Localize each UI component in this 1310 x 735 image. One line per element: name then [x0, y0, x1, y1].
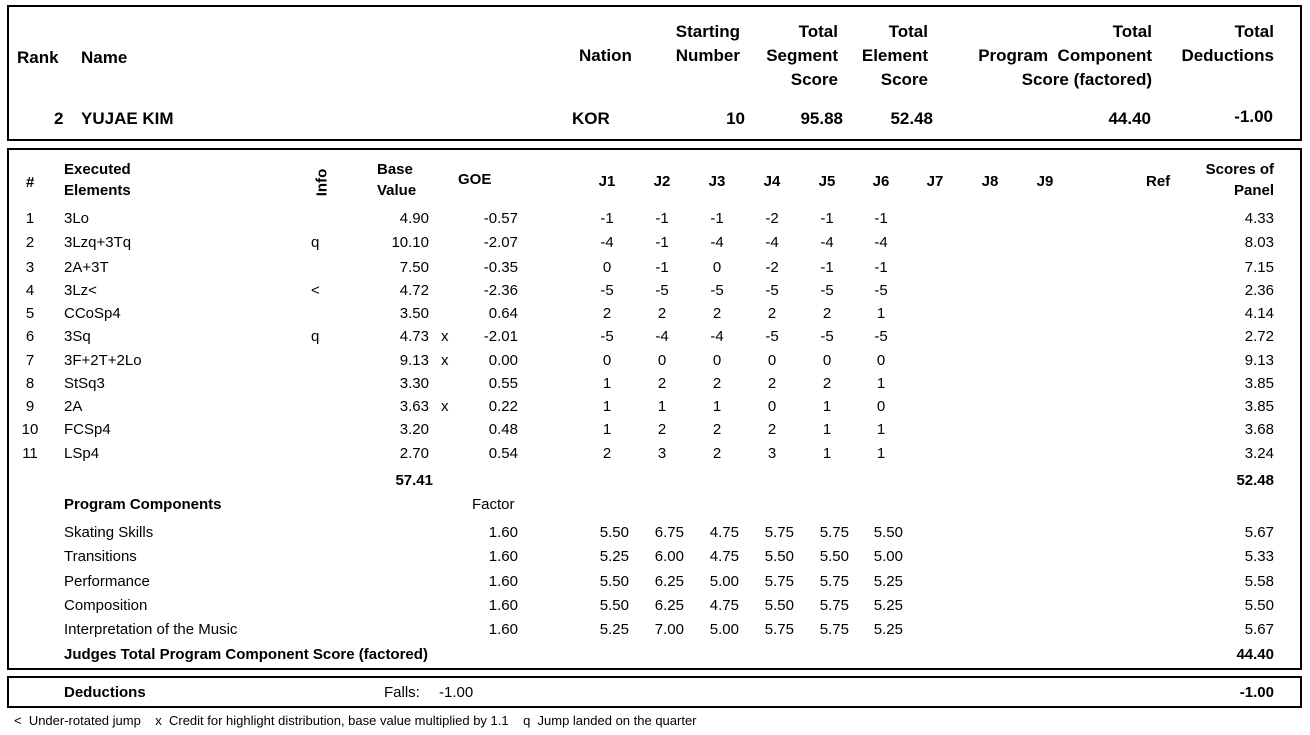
element-judge-2-score: -1 [655, 234, 669, 251]
element-judge-1-score: 1 [602, 421, 612, 438]
element-number: 5 [25, 305, 35, 322]
element-judge-6-score: 1 [876, 305, 886, 322]
element-base-value: 3.63 [399, 398, 429, 415]
element-goe: 0.22 [488, 398, 518, 415]
component-judge-6-score: 5.25 [873, 573, 903, 590]
table-row [0, 279, 1310, 302]
component-judge-5-score: 5.75 [819, 524, 849, 541]
component-row [0, 545, 1310, 568]
element-name: 3Lz< [64, 282, 97, 299]
element-name: StSq3 [64, 375, 105, 392]
element-judge-5-score: 1 [822, 445, 832, 462]
table-row [0, 302, 1310, 325]
element-judge-5-score: -1 [820, 210, 834, 227]
element-judge-5-score: 0 [822, 352, 832, 369]
element-judge-3-score: 1 [712, 398, 722, 415]
component-judge-5-score: 5.75 [819, 621, 849, 638]
component-row [0, 618, 1310, 641]
element-judge-2-score: -4 [655, 328, 669, 345]
element-judge-3-score: -5 [710, 282, 724, 299]
element-judge-4-score: 0 [767, 352, 777, 369]
element-judge-6-score: -5 [874, 328, 888, 345]
col-num-header: # [26, 174, 35, 191]
header-nation-label: Nation [579, 46, 632, 65]
element-judge-5-score: 1 [822, 398, 832, 415]
element-name: 2A [64, 398, 83, 415]
judge-header-5: J5 [818, 173, 836, 190]
component-judge-6-score: 5.25 [873, 597, 903, 614]
element-judge-1-score: 2 [602, 445, 612, 462]
component-judge-1-score: 5.25 [599, 621, 629, 638]
element-judge-4-score: -5 [765, 328, 779, 345]
judge-header-4: J4 [763, 173, 781, 190]
element-base-value: 4.90 [399, 210, 429, 227]
element-score: 3.24 [1244, 445, 1274, 462]
element-number: 6 [25, 328, 35, 345]
component-name: Performance [64, 573, 150, 590]
element-judge-3-score: 2 [712, 445, 722, 462]
component-judge-3-score: 5.00 [709, 573, 739, 590]
component-score: 5.67 [1244, 524, 1274, 541]
pcs-total-label: Judges Total Program Component Score (factored) [64, 646, 428, 663]
element-score: 2.72 [1244, 328, 1274, 345]
element-number: 3 [25, 259, 35, 276]
element-number: 2 [25, 234, 35, 251]
falls-value: -1.00 [439, 684, 474, 701]
element-score: 4.33 [1244, 210, 1274, 227]
component-judge-3-score: 4.75 [709, 524, 739, 541]
element-info: q [311, 328, 320, 345]
element-judge-5-score: 2 [822, 305, 832, 322]
header-total-deductions-label: Total Deductions [1181, 22, 1274, 65]
element-judge-1-score: 1 [602, 398, 612, 415]
component-judge-6-score: 5.25 [873, 621, 903, 638]
element-name: 2A+3T [64, 259, 109, 276]
deductions-total: -1.00 [1239, 684, 1274, 701]
component-judge-1-score: 5.50 [599, 524, 629, 541]
element-judge-1-score: -5 [600, 328, 614, 345]
skater-name: YUJAE KIM [81, 109, 174, 128]
element-judge-1-score: 2 [602, 305, 612, 322]
element-judge-3-score: 2 [712, 375, 722, 392]
component-score: 5.67 [1244, 621, 1274, 638]
element-judge-3-score: 2 [712, 305, 722, 322]
component-row [0, 570, 1310, 593]
element-score: 9.13 [1244, 352, 1274, 369]
component-judge-4-score: 5.50 [764, 548, 794, 565]
element-judge-6-score: -4 [874, 234, 888, 251]
element-judge-4-score: 2 [767, 305, 777, 322]
component-row [0, 521, 1310, 544]
element-score: 7.15 [1244, 259, 1274, 276]
program-components-title: Program Components [64, 496, 222, 513]
element-judge-4-score: 2 [767, 375, 777, 392]
component-judge-4-score: 5.75 [764, 621, 794, 638]
component-judge-1-score: 5.50 [599, 597, 629, 614]
element-judge-4-score: -2 [765, 259, 779, 276]
component-judge-2-score: 6.75 [654, 524, 684, 541]
deductions-label: Deductions [64, 684, 146, 701]
element-judge-5-score: 1 [822, 421, 832, 438]
element-number: 1 [25, 210, 35, 227]
element-x-mark: x [441, 328, 449, 345]
component-judge-2-score: 6.25 [654, 573, 684, 590]
header-total-segment-score-label: Total Segment Score [766, 22, 838, 89]
component-judge-2-score: 7.00 [654, 621, 684, 638]
element-judge-2-score: -5 [655, 282, 669, 299]
element-judge-5-score: -1 [820, 259, 834, 276]
pcs-total-value: 44.40 [1236, 646, 1274, 663]
table-row [0, 418, 1310, 441]
factor-label: Factor [472, 496, 515, 513]
element-judge-3-score: 0 [712, 352, 722, 369]
element-x-mark: x [441, 352, 449, 369]
element-name: FCSp4 [64, 421, 111, 438]
base-value-total: 57.41 [395, 472, 433, 489]
element-base-value: 10.10 [391, 234, 429, 251]
judge-header-9: J9 [1036, 173, 1054, 190]
element-score: 3.85 [1244, 375, 1274, 392]
element-name: 3Lzq+3Tq [64, 234, 132, 251]
element-goe: 0.64 [488, 305, 518, 322]
skater-starting-number: 10 [726, 109, 745, 128]
skater-total-element-score: 52.48 [890, 109, 933, 128]
element-base-value: 7.50 [399, 259, 429, 276]
table-row [0, 442, 1310, 465]
element-goe: -0.35 [483, 259, 518, 276]
element-judge-5-score: -4 [820, 234, 834, 251]
element-name: LSp4 [64, 445, 100, 462]
element-goe: -2.36 [483, 282, 518, 299]
component-judge-3-score: 4.75 [709, 597, 739, 614]
element-judge-1-score: 0 [602, 352, 612, 369]
header-starting-number-label: Starting Number [675, 22, 740, 65]
element-judge-6-score: 1 [876, 445, 886, 462]
component-judge-1-score: 5.50 [599, 573, 629, 590]
component-judge-5-score: 5.75 [819, 573, 849, 590]
element-judge-6-score: -5 [874, 282, 888, 299]
component-judge-2-score: 6.00 [654, 548, 684, 565]
component-factor: 1.60 [488, 573, 518, 590]
element-judge-1-score: 0 [602, 259, 612, 276]
element-score: 2.36 [1244, 282, 1274, 299]
element-judge-2-score: -1 [655, 259, 669, 276]
judge-header-2: J2 [653, 173, 671, 190]
header-rank-label: Rank [17, 48, 59, 67]
element-judge-4-score: 2 [767, 421, 777, 438]
component-judge-4-score: 5.75 [764, 524, 794, 541]
element-judge-4-score: -4 [765, 234, 779, 251]
element-number: 7 [25, 352, 35, 369]
col-scores-of-panel-header: Scores of Panel [1205, 161, 1274, 199]
element-base-value: 3.30 [399, 375, 429, 392]
element-judge-4-score: -2 [765, 210, 779, 227]
component-judge-3-score: 5.00 [709, 621, 739, 638]
element-judge-2-score: 0 [657, 352, 667, 369]
component-name: Composition [64, 597, 148, 614]
element-goe: -2.01 [483, 328, 518, 345]
element-judge-3-score: 0 [712, 259, 722, 276]
table-row [0, 372, 1310, 395]
element-judge-5-score: -5 [820, 282, 834, 299]
component-judge-4-score: 5.75 [764, 573, 794, 590]
element-judge-3-score: -4 [710, 328, 724, 345]
component-judge-6-score: 5.50 [873, 524, 903, 541]
header-name-label: Name [81, 48, 128, 67]
element-judge-6-score: -1 [874, 210, 888, 227]
component-judge-5-score: 5.75 [819, 597, 849, 614]
skater-total-deductions: -1.00 [1234, 107, 1273, 126]
element-number: 9 [25, 398, 35, 415]
table-row [0, 325, 1310, 348]
element-score: 3.68 [1244, 421, 1274, 438]
component-judge-6-score: 5.00 [873, 548, 903, 565]
component-factor: 1.60 [488, 524, 518, 541]
judge-header-8: J8 [981, 173, 999, 190]
element-name: 3Sq [64, 328, 91, 345]
element-base-value: 3.20 [399, 421, 429, 438]
deductions-box [7, 676, 1302, 708]
element-score: 4.14 [1244, 305, 1274, 322]
element-info: q [311, 234, 320, 251]
component-score: 5.50 [1244, 597, 1274, 614]
skater-rank: 2 [54, 109, 64, 128]
element-judge-3-score: 2 [712, 421, 722, 438]
header-total-element-score-label: Total Element Score [861, 22, 928, 89]
element-base-value: 9.13 [399, 352, 429, 369]
judge-header-1: J1 [598, 173, 616, 190]
element-judge-3-score: -1 [710, 210, 724, 227]
element-base-value: 4.72 [399, 282, 429, 299]
element-base-value: 4.73 [399, 328, 429, 345]
component-name: Interpretation of the Music [64, 621, 238, 638]
skater-total-segment-score: 95.88 [800, 109, 843, 128]
col-executed-elements-header: Executed Elements [64, 161, 131, 199]
element-judge-1-score: 1 [602, 375, 612, 392]
header-total-pcs-label: Total Program Component Score (factored) [978, 22, 1152, 89]
table-row [0, 395, 1310, 418]
element-judge-6-score: 1 [876, 375, 886, 392]
element-goe: -0.57 [483, 210, 518, 227]
col-goe-header: GOE [458, 171, 492, 188]
col-base-value-header: Base Value [377, 161, 417, 199]
element-judge-2-score: 3 [657, 445, 667, 462]
element-judge-4-score: 0 [767, 398, 777, 415]
judge-header-6: J6 [872, 173, 890, 190]
element-info: < [311, 282, 320, 299]
element-judge-6-score: -1 [874, 259, 888, 276]
element-judge-2-score: 2 [657, 375, 667, 392]
element-goe: 0.54 [488, 445, 518, 462]
component-name: Skating Skills [64, 524, 154, 541]
component-judge-4-score: 5.50 [764, 597, 794, 614]
table-row [0, 349, 1310, 372]
element-base-value: 3.50 [399, 305, 429, 322]
table-row [0, 207, 1310, 230]
table-row [0, 231, 1310, 254]
element-judge-5-score: -5 [820, 328, 834, 345]
element-score: 3.85 [1244, 398, 1274, 415]
element-judge-2-score: 2 [657, 305, 667, 322]
component-judge-3-score: 4.75 [709, 548, 739, 565]
component-factor: 1.60 [488, 597, 518, 614]
element-number: 10 [21, 421, 39, 438]
skater-nation: KOR [572, 109, 610, 128]
legend-note: < Under-rotated jump x Credit for highlight distribution, base value multiplied by 1.1 q Jump landed on the quarter [14, 713, 697, 728]
element-judge-6-score: 0 [876, 398, 886, 415]
falls-label: Falls: [384, 684, 420, 701]
element-judge-2-score: 2 [657, 421, 667, 438]
component-factor: 1.60 [488, 621, 518, 638]
component-judge-2-score: 6.25 [654, 597, 684, 614]
element-judge-4-score: 3 [767, 445, 777, 462]
element-name: 3Lo [64, 210, 90, 227]
element-judge-4-score: -5 [765, 282, 779, 299]
element-judge-1-score: -1 [600, 210, 614, 227]
component-judge-1-score: 5.25 [599, 548, 629, 565]
element-number: 4 [25, 282, 35, 299]
component-name: Transitions [64, 548, 137, 565]
element-goe: -2.07 [483, 234, 518, 251]
elements-score-total: 52.48 [1236, 472, 1274, 489]
element-judge-2-score: -1 [655, 210, 669, 227]
element-number: 8 [25, 375, 35, 392]
component-factor: 1.60 [488, 548, 518, 565]
element-score: 8.03 [1244, 234, 1274, 251]
skater-total-pcs: 44.40 [1108, 109, 1151, 128]
col-info-header: Info [313, 168, 331, 197]
component-row [0, 594, 1310, 617]
element-number: 11 [22, 445, 38, 462]
element-judge-5-score: 2 [822, 375, 832, 392]
element-judge-6-score: 1 [876, 421, 886, 438]
component-score: 5.58 [1244, 573, 1274, 590]
element-judge-2-score: 1 [657, 398, 667, 415]
element-judge-1-score: -5 [600, 282, 614, 299]
judge-header-7: J7 [926, 173, 944, 190]
table-row [0, 256, 1310, 279]
judge-header-3: J3 [708, 173, 726, 190]
element-goe: 0.55 [488, 375, 518, 392]
element-name: CCoSp4 [64, 305, 121, 322]
col-ref-header: Ref [1146, 173, 1171, 190]
element-name: 3F+2T+2Lo [64, 352, 142, 369]
element-base-value: 2.70 [399, 445, 429, 462]
component-judge-5-score: 5.50 [819, 548, 849, 565]
element-judge-1-score: -4 [600, 234, 614, 251]
element-goe: 0.00 [488, 352, 518, 369]
element-x-mark: x [441, 398, 449, 415]
element-judge-3-score: -4 [710, 234, 724, 251]
component-score: 5.33 [1244, 548, 1274, 565]
element-goe: 0.48 [488, 421, 518, 438]
element-judge-6-score: 0 [876, 352, 886, 369]
